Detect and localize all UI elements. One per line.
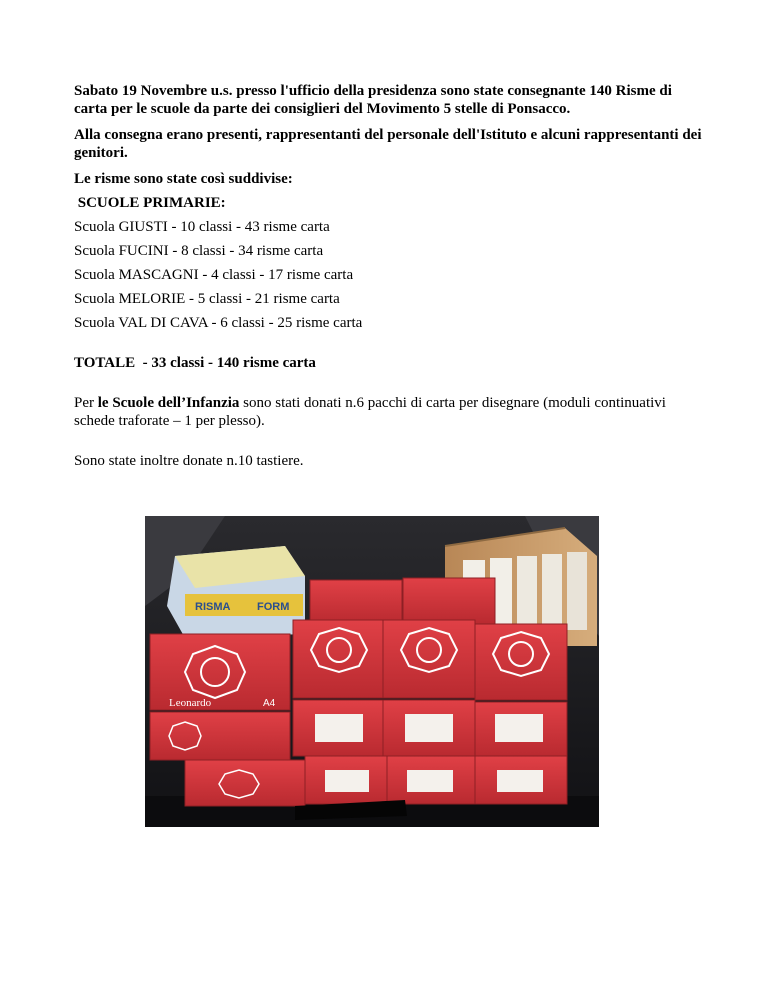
photo-illustration xyxy=(145,516,599,827)
infanzia-pre: Per xyxy=(74,395,98,411)
form-paper-box xyxy=(167,546,305,638)
svg-text:Leonardo: Leonardo xyxy=(169,697,212,709)
svg-text:A4: A4 xyxy=(263,698,276,709)
presence-paragraph: Alla consegna erano presenti, rappresentanti del personale dell'Istituto e alcuni rappresentanti dei genitori. xyxy=(74,127,702,161)
document-body xyxy=(74,82,704,470)
school-line: Scuola VAL DI CAVA - 6 classi - 25 risme carta xyxy=(74,315,363,331)
total-line: TOTALE - 33 classi - 140 risme carta xyxy=(74,355,316,371)
school-line: Scuola MELORIE - 5 classi - 21 risme carta xyxy=(74,291,340,307)
split-paragraph: Le risme sono state così suddivise: xyxy=(74,171,293,187)
intro-paragraph: Sabato 19 Novembre u.s. presso l'ufficio della presidenza sono state consegnante 140 Risme di carta per le scuole da parte dei consiglieri del Movimento 5 stelle di Ponsacco. xyxy=(74,83,672,117)
school-line: Scuola FUCINI - 8 classi - 34 risme carta xyxy=(74,243,324,259)
infanzia-paragraph xyxy=(74,394,704,430)
svg-text:FORM: FORM xyxy=(257,601,290,613)
paper-boxes-photo xyxy=(145,516,599,827)
school-line: Scuola GIUSTI - 10 classi - 43 risme carta xyxy=(74,219,330,235)
primary-heading: SCUOLE PRIMARIE: xyxy=(74,195,226,211)
svg-text:RISMA: RISMA xyxy=(195,601,231,613)
infanzia-post: sono stati donati n.6 pacchi di carta per disegnare (moduli continuativi schede traforate – 1 per plesso). xyxy=(74,395,666,429)
school-line: Scuola MASCAGNI - 4 classi - 17 risme carta xyxy=(74,267,354,283)
infanzia-bold: le Scuole dell’Infanzia xyxy=(97,395,240,411)
keyboards-paragraph: Sono state inoltre donate n.10 tastiere. xyxy=(74,453,304,469)
